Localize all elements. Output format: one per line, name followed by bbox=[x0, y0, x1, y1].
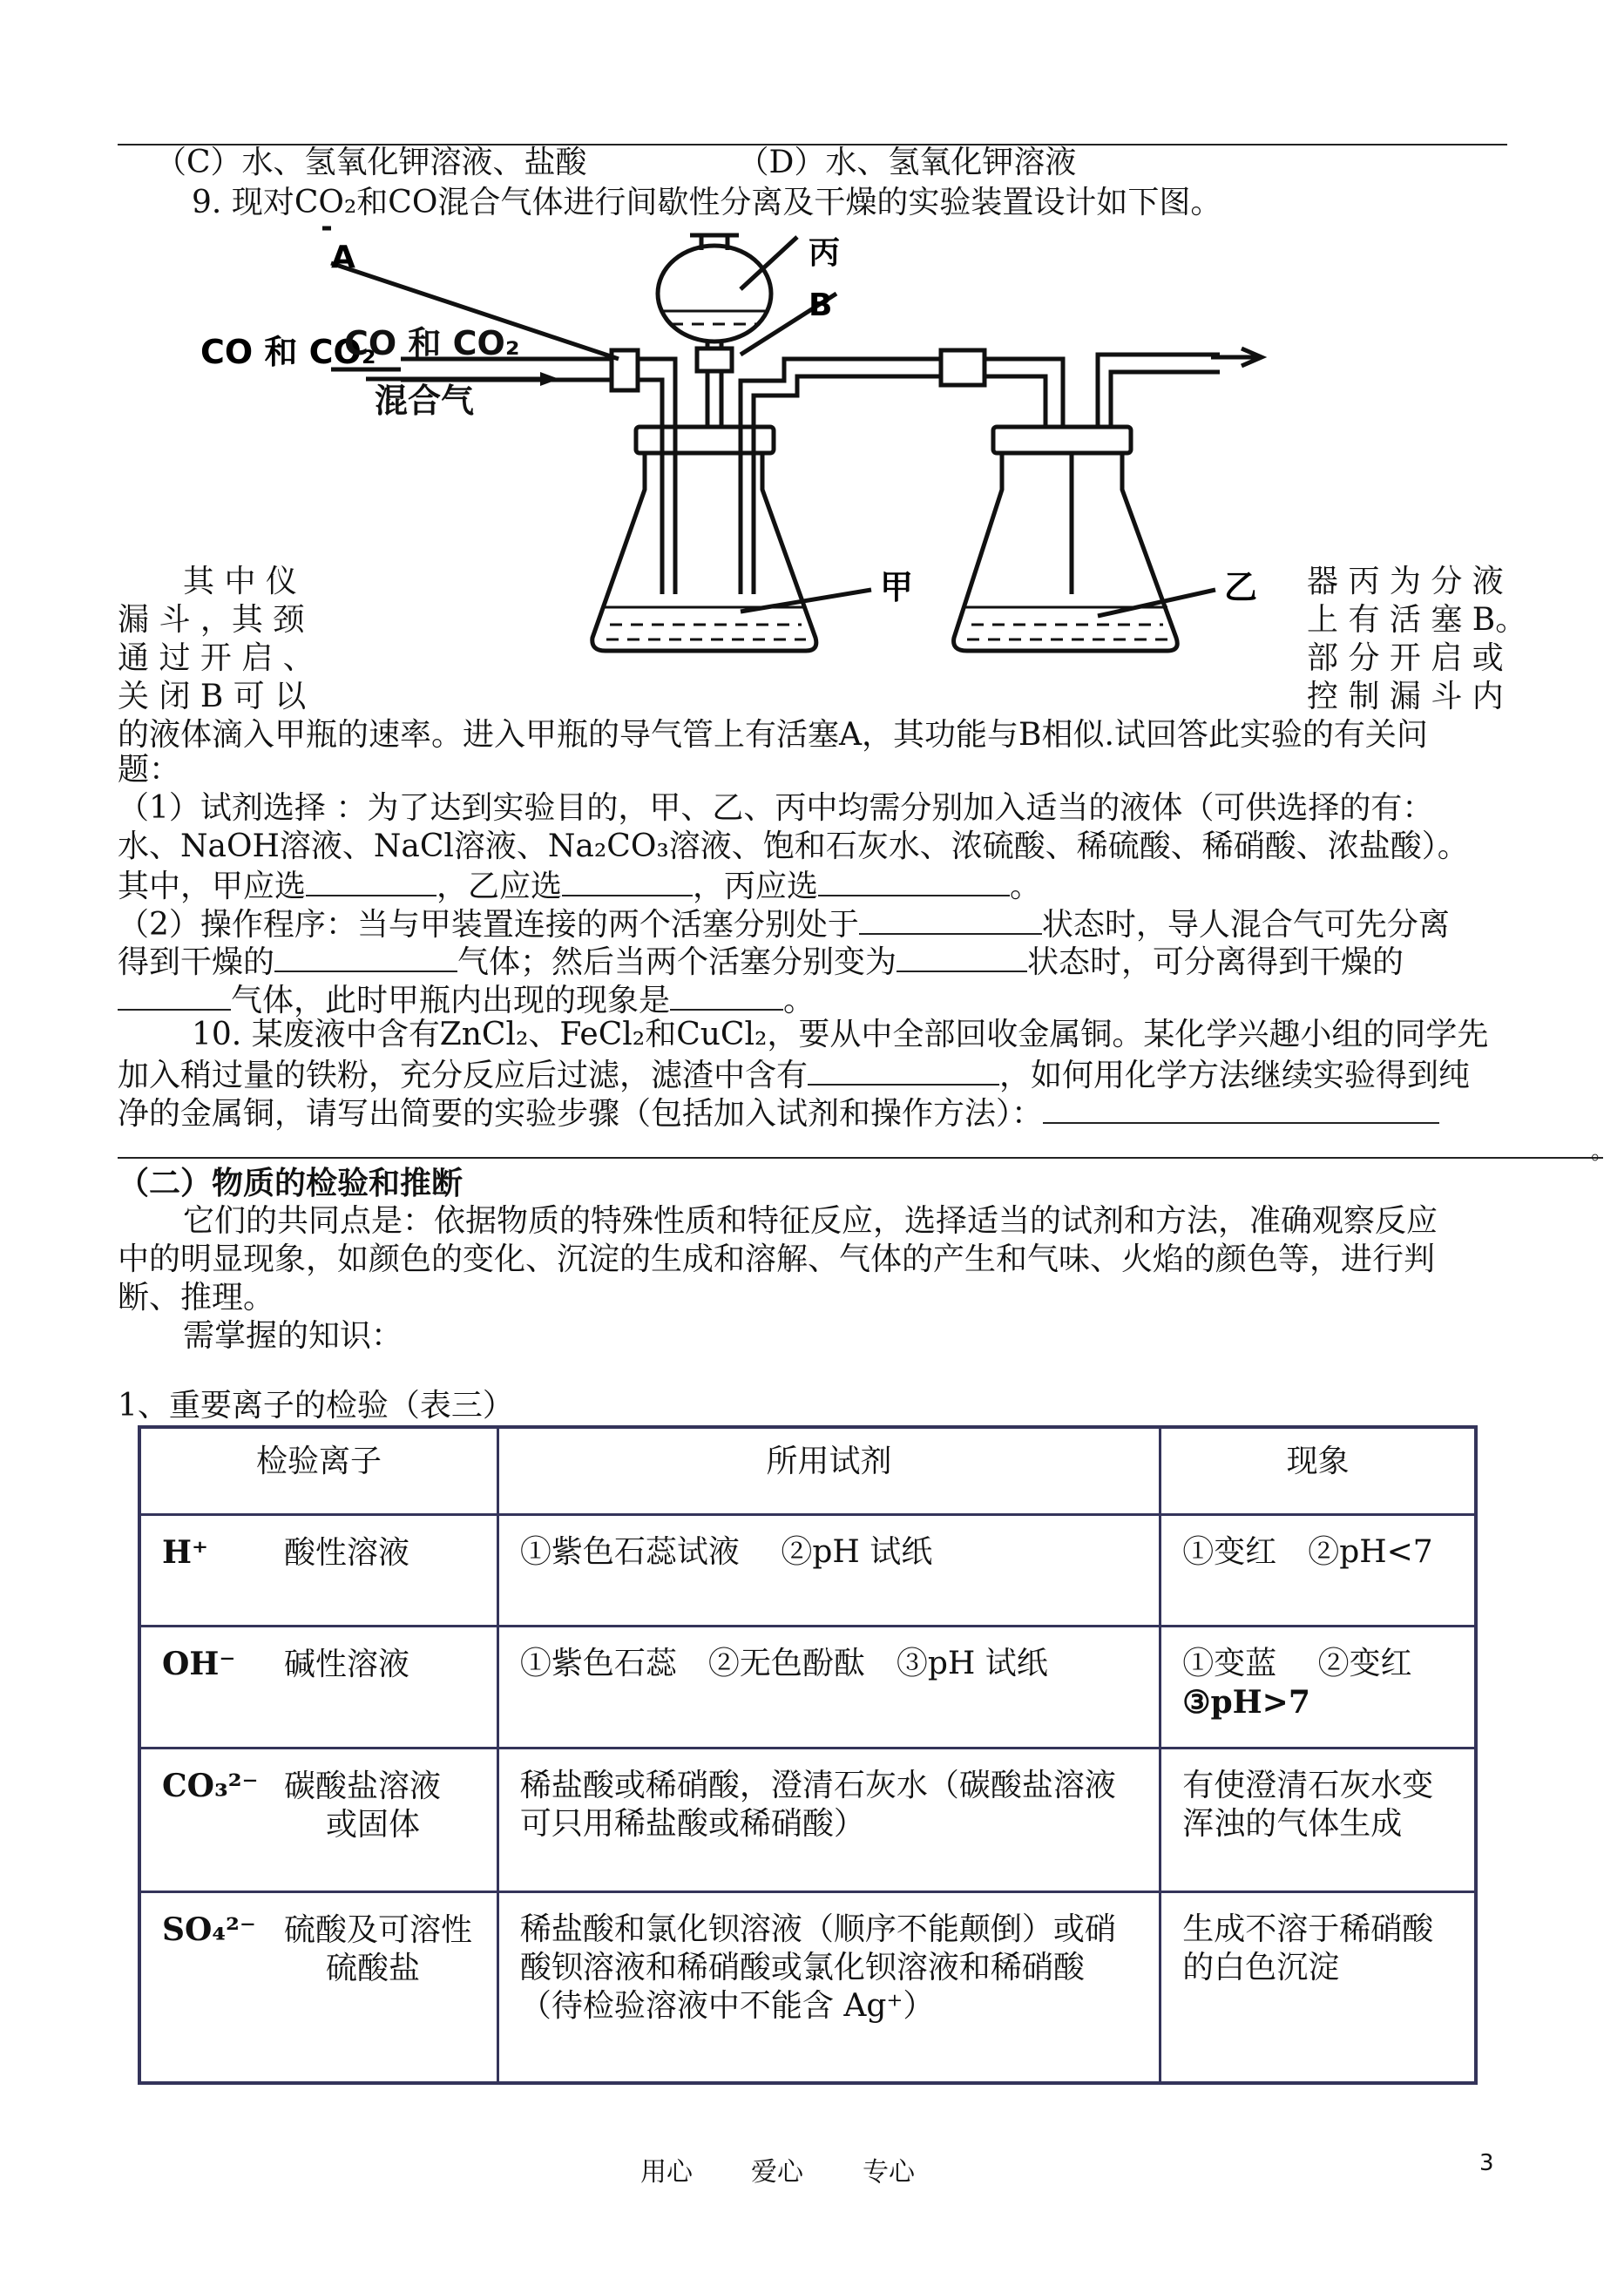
header-ion: 检验离子 bbox=[139, 1427, 497, 1514]
wrap-right-2: 上 有 活 塞 B。 bbox=[1307, 602, 1527, 638]
q9-p2-line1 bbox=[118, 903, 1450, 944]
reagent-cell: ①紫色石蕊 ②无色酚酞 ③pH 试纸 bbox=[497, 1626, 1160, 1748]
label-B: B bbox=[809, 287, 833, 323]
section2-p2: 中的明显现象，如颜色的变化、沉淀的生成和溶解、气体的产生和气味、火焰的颜色等，进行判 bbox=[118, 1241, 1436, 1277]
reagent-line2: 可只用稀盐酸或稀硝酸） bbox=[519, 1805, 865, 1842]
p2-text-d: 气体；然后当两个活塞分别变为 bbox=[457, 944, 897, 980]
result-cell: ①变红 ②pH<7 bbox=[1160, 1514, 1476, 1626]
ion-desc: 碱性溶液 bbox=[284, 1646, 410, 1682]
q9-p1-line1: （1）试剂选择 ：为了达到实验目的，甲、乙、丙中均需分别加入适当的液体（可供选择的有： bbox=[118, 790, 1434, 826]
label-yi: 乙 bbox=[1224, 568, 1258, 606]
reagent-line2: 酸钡溶液和稀硝酸或氯化钡溶液和稀硝酸 bbox=[519, 1949, 1085, 1985]
wrap-right-1: 器 丙 为 分 液 bbox=[1307, 564, 1504, 599]
footer-right: 专心 bbox=[863, 2157, 915, 2188]
p1-text-d: 。 bbox=[1010, 869, 1042, 904]
section2-title: （二）物质的检验和推断 bbox=[118, 1165, 464, 1201]
q9-p1-line2: 水、NaOH溶液、NaCl溶液、Na₂CO₃溶液、饱和石灰水、浓硫酸、稀硫酸、稀硝酸、浓盐酸）。 bbox=[118, 829, 1469, 864]
page-number: 3 bbox=[1479, 2150, 1494, 2176]
ion-desc: 碳酸盐溶液 bbox=[284, 1768, 442, 1804]
table-header-row bbox=[139, 1427, 1476, 1514]
ion-desc: 酸性溶液 bbox=[284, 1534, 410, 1571]
blank-bing[interactable] bbox=[818, 865, 1010, 896]
option-c: （C）水、氢氧化钾溶液、盐酸 bbox=[155, 145, 587, 180]
q10-text-c: 净的金属铜，请写出简要的实验步骤（包括加入试剂和操作方法）： bbox=[118, 1096, 1044, 1132]
result-line1: ①变蓝 ②变红 bbox=[1182, 1645, 1412, 1681]
q9-intro-line bbox=[192, 184, 1221, 222]
blank-state1[interactable] bbox=[859, 903, 1042, 935]
p2-text-e: 状态时，可分离得到干燥的 bbox=[1027, 944, 1404, 980]
q10-line3 bbox=[118, 1092, 1439, 1133]
table-row bbox=[139, 1891, 1476, 2083]
blank-steps[interactable] bbox=[1043, 1092, 1439, 1124]
q10-line2 bbox=[118, 1054, 1470, 1095]
result-cell bbox=[1160, 1891, 1476, 2083]
q10-text-a: 加入稍过量的铁粉，充分反应后过滤，滤渣中含有 bbox=[118, 1058, 809, 1093]
blank-phenomenon[interactable] bbox=[670, 979, 783, 1011]
ion-desc2: 硫酸盐 bbox=[326, 1950, 421, 1986]
table-row bbox=[139, 1514, 1476, 1626]
section2-p3: 断、推理。 bbox=[118, 1280, 275, 1316]
q9-p2-line2 bbox=[118, 941, 1404, 982]
reagent-line1: 稀盐酸或稀硝酸，澄清石灰水（碳酸盐溶液 bbox=[519, 1767, 1116, 1803]
ion-desc: 硫酸及可溶性 bbox=[284, 1911, 473, 1948]
ion-test-table bbox=[138, 1425, 1478, 2085]
ion-desc2: 或固体 bbox=[326, 1806, 421, 1843]
label-gas bbox=[344, 324, 520, 362]
ion-name: CO₃²⁻ bbox=[162, 1767, 259, 1804]
reagent-line3: （待检验溶液中不能含 Ag⁺） bbox=[519, 1987, 935, 2024]
table-title: 1、重要离子的检验（表三） bbox=[118, 1388, 514, 1424]
result-line1: 生成不溶于稀硝酸 bbox=[1182, 1911, 1434, 1947]
option-d: （D）水、氢氧化钾溶液 bbox=[737, 145, 1077, 180]
wrap-right-3: 部 分 开 启 或 bbox=[1307, 640, 1504, 676]
blank-gas2[interactable] bbox=[118, 979, 231, 1011]
wrap-left-3: 通 过 开 启 、 bbox=[118, 640, 315, 676]
p2-text-g: 。 bbox=[783, 983, 815, 1018]
result-line2: ③pH>7 bbox=[1182, 1683, 1310, 1721]
reagent-cell bbox=[497, 1748, 1160, 1891]
answer-rule bbox=[118, 1157, 1603, 1159]
ion-name: SO₄²⁻ bbox=[162, 1911, 256, 1948]
wrap-left-2: 漏 斗 ，其 颈 bbox=[118, 602, 305, 638]
q10-text-b: ，如何用化学方法继续实验得到纯 bbox=[999, 1058, 1471, 1093]
gas-line1: CO 和 CO₂ bbox=[344, 324, 520, 362]
footer-mid: 爱心 bbox=[751, 2157, 803, 2188]
reagent-cell bbox=[497, 1891, 1160, 2083]
q9-intro: 现对CO₂和CO混合气体进行间歇性分离及干燥的实验装置设计如下图。 bbox=[231, 185, 1222, 220]
p1-text-b: ，乙应选 bbox=[436, 869, 563, 904]
p2-text-c: 得到干燥的 bbox=[118, 944, 275, 980]
p2-text-a: （2）操作程序：当与甲装置连接的两个活塞分别处于 bbox=[118, 907, 859, 943]
q10-line1: 10. 某废液中含有ZnCl₂、FeCl₂和CuCl₂，要从中全部回收金属铜。某化学兴趣小组的同学先 bbox=[192, 1017, 1489, 1052]
header-result: 现象 bbox=[1160, 1427, 1476, 1514]
q9-cont1: 的液体滴入甲瓶的速率。进入甲瓶的导气管上有活塞A，其功能与B相似.试回答此实验的有关问 bbox=[118, 717, 1428, 753]
blank-state2[interactable] bbox=[897, 941, 1027, 972]
section2-p4: 需掌握的知识： bbox=[183, 1318, 403, 1354]
blank-residue[interactable] bbox=[808, 1054, 999, 1086]
reagent-line1: 稀盐酸和氯化钡溶液（顺序不能颠倒）或硝 bbox=[519, 1911, 1116, 1947]
q9-p1-line3 bbox=[118, 865, 1041, 906]
result-cell bbox=[1160, 1626, 1476, 1748]
q9-p2-line3 bbox=[118, 979, 815, 1020]
section2-p1: 它们的共同点是：依据物质的特殊性质和特征反应，选择适当的试剂和方法，准确观察反应 bbox=[183, 1203, 1438, 1239]
p1-text-c: ，丙应选 bbox=[693, 869, 819, 904]
q10-end: 。 bbox=[1591, 1139, 1614, 1165]
wrap-left-1: 其 中 仪 bbox=[183, 564, 297, 599]
ion-name: H⁺ bbox=[162, 1533, 209, 1571]
result-line1: 有使澄清石灰水变 bbox=[1182, 1767, 1434, 1803]
ion-cell bbox=[139, 1514, 497, 1626]
ion-cell bbox=[139, 1891, 497, 2083]
p2-text-b: 状态时，导人混合气可先分离 bbox=[1041, 907, 1450, 943]
label-gas-line1: CO 和 CO₂ bbox=[200, 333, 376, 371]
p2-text-f: 气体，此时甲瓶内出现的现象是 bbox=[231, 983, 671, 1018]
p1-text-a: 其中，甲应选 bbox=[118, 869, 307, 904]
q9-cont2: 题： bbox=[118, 752, 181, 788]
result-line2: 浑浊的气体生成 bbox=[1182, 1805, 1403, 1842]
label-jia: 甲 bbox=[880, 568, 914, 606]
q9-number: 9. bbox=[192, 185, 222, 220]
result-line2: 的白色沉淀 bbox=[1182, 1949, 1340, 1985]
reagent-cell: ①紫色石蕊试液 ②pH 试纸 bbox=[497, 1514, 1160, 1626]
footer-left: 用心 bbox=[640, 2157, 693, 2188]
ion-cell bbox=[139, 1748, 497, 1891]
inlet-arrow bbox=[366, 370, 566, 388]
ion-cell bbox=[139, 1626, 497, 1748]
blank-gas1[interactable] bbox=[274, 941, 457, 972]
q8-options bbox=[155, 144, 1076, 182]
table-row bbox=[139, 1626, 1476, 1748]
blank-jia[interactable] bbox=[306, 865, 436, 896]
header-reagent: 所用试剂 bbox=[497, 1427, 1160, 1514]
wrap-right-4: 控 制 漏 斗 内 bbox=[1307, 679, 1504, 714]
result-cell bbox=[1160, 1748, 1476, 1891]
blank-yi[interactable] bbox=[562, 865, 693, 896]
ion-name: OH⁻ bbox=[162, 1645, 236, 1682]
wrap-left-4: 关 闭 B 可 以 bbox=[118, 679, 307, 714]
label-bing: 丙 bbox=[809, 235, 841, 271]
label-gas-2: 混合气 bbox=[375, 382, 475, 420]
table-row bbox=[139, 1748, 1476, 1891]
label-A: A bbox=[331, 240, 355, 275]
